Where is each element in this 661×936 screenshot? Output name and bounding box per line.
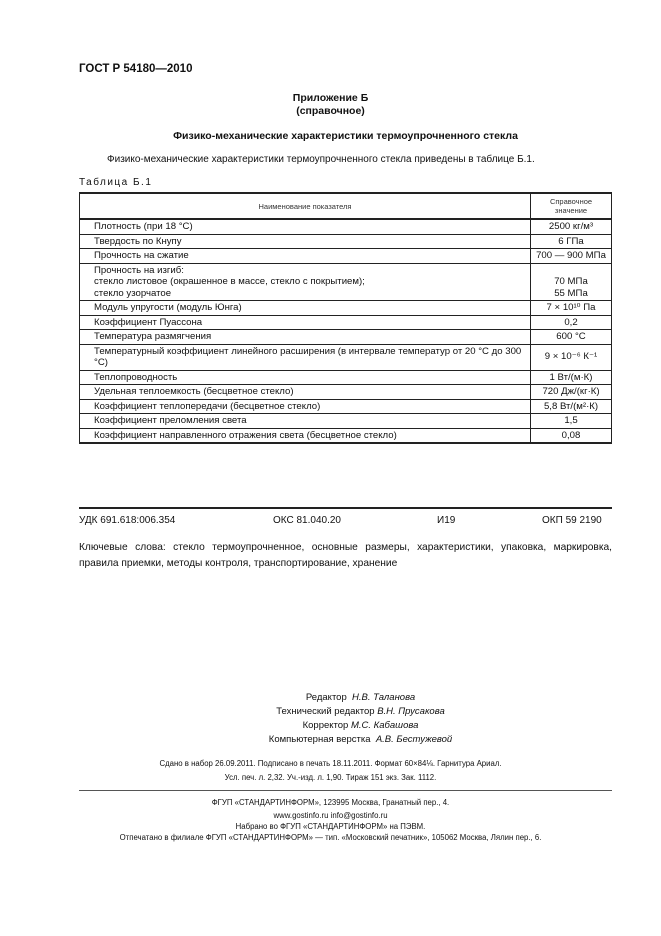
publisher-line-4: Отпечатано в филиале ФГУП «СТАНДАРТИНФОРМ» — тип. «Московский печатник», 105062 Москва, Лялин пер., 6. [119,833,542,842]
row-name-line: Теплопроводность [94,371,178,383]
keywords: Ключевые слова: стекло термоупрочненное, основные размеры, характеристики, упаковка, маркировка, правила приемки, методы контроля, транспортирование, хранение [79,542,612,569]
row-name [80,385,531,400]
row-value [531,344,612,370]
table-row [80,330,612,345]
row-name-line: стекло листовое (окрашенное в массе, стекло с покрытием); [94,276,365,287]
row-name-line: Прочность на изгиб: [94,264,184,276]
properties-table [79,192,612,444]
row-name [80,399,531,414]
row-value [531,263,612,301]
column-header-name: Наименование показателя [80,193,531,219]
table-row [80,399,612,414]
imprint-line-2: Усл. печ. л. 2,32. Уч.-изд. л. 1,90. Тираж 151 экз. Зак. 1112. [224,773,437,782]
row-name-line: стекло узорчатое [94,287,172,299]
row-name-line: Плотность (при 18 °С) [94,221,193,232]
row-value-line: 0,2 [564,316,578,328]
row-name-line: Температура размягчения [94,331,212,342]
row-value-line: 0,08 [561,429,581,441]
row-value-line: 600 °С [556,331,586,342]
row-value-line: 70 МПа [554,276,588,287]
row-name [80,263,531,301]
row-name-line: Коэффициент преломления света [94,415,247,426]
column-header-value: Справочное значение [531,193,612,219]
row-value [531,315,612,330]
row-name [80,234,531,249]
imprint-line-1: Сдано в набор 26.09.2011. Подписано в печать 18.11.2011. Формат 60×84⅛. Гарнитура Ариал. [159,759,502,768]
table-row [80,385,612,400]
row-value [531,249,612,264]
class-code: И19 [437,515,456,526]
row-name [80,414,531,429]
divider-line [79,507,612,509]
row-name [80,315,531,330]
section-title: Физико-механические характеристики термоупрочненного стекла [173,130,518,142]
publisher-line-1: ФГУП «СТАНДАРТИНФОРМ», 123995 Москва, Гранатный пер., 4. [211,798,450,807]
publisher-line-2: www.gostinfo.ru info@gostinfo.ru [273,811,388,820]
row-name [80,330,531,345]
table-row [80,428,612,443]
table-row [80,219,612,234]
row-name [80,301,531,316]
row-name [80,344,531,370]
row-name-line: Коэффициент теплопередачи (бесцветное стекло) [94,400,321,412]
row-value [531,301,612,316]
credit-corrector: Корректор М.С. Кабашова [302,720,419,731]
row-value [531,399,612,414]
row-name-line: Коэффициент Пуассона [94,316,203,328]
row-name-line: Модуль упругости (модуль Юнга) [94,302,242,313]
row-value [531,385,612,400]
row-value-line: 5,8 Вт/(м²·К) [543,400,599,412]
appendix-subtitle: (справочное) [296,105,365,117]
credit-editor: Редактор Н.В. Таланова [305,692,416,703]
row-name-line: Прочность на сжатие [94,250,189,261]
table-caption: Таблица Б.1 [79,177,153,188]
credit-layout: Компьютерная верстка А.В. Бестужевой [268,734,453,745]
row-value [531,370,612,385]
table-row [80,234,612,249]
row-name [80,249,531,264]
intro-paragraph: Физико-механические характеристики термоупрочненного стекла приведены в таблице Б.1. [107,154,535,165]
row-value-line: 720 Дж/(кг·К) [542,386,600,397]
row-value-line: 2500 кг/м³ [548,221,594,232]
row-value-line: 1,5 [564,415,578,426]
okp-code: ОКП 59 2190 [542,515,602,526]
table-row [80,315,612,330]
row-value-line: 700 — 900 МПа [536,250,606,261]
row-value-line: 7 × 10¹⁰ Па [546,302,596,313]
table-row [80,301,612,316]
row-value-line: 55 МПа [554,287,588,299]
credit-tech-editor: Технический редактор В.Н. Прусакова [276,706,445,717]
standard-number: ГОСТ Р 54180—2010 [79,63,193,75]
row-value [531,414,612,429]
table-row [80,344,612,370]
row-value-line: 9 × 10⁻⁶ К⁻¹ [544,351,598,363]
appendix-title: Приложение Б [292,92,369,104]
table-row [80,370,612,385]
imprint-divider [79,790,612,791]
publisher-line-3: Набрано во ФГУП «СТАНДАРТИНФОРМ» на ПЭВМ. [235,822,426,831]
udc-code: УДК 691.618:006.354 [79,515,176,526]
row-value [531,428,612,443]
row-name [80,219,531,234]
row-name-line: Удельная теплоемкость (бесцветное стекло) [94,386,294,397]
oks-code: ОКС 81.040.20 [273,515,341,526]
row-name [80,428,531,443]
row-name-line: Температурный коэффициент линейного расширения (в интервале температур от 20 °С до 300 °С) [94,345,522,368]
row-value-line: 1 Вт/(м·К) [549,371,593,383]
row-name-line: Твердость по Кнупу [94,235,182,247]
table-row [80,249,612,264]
table-row [80,414,612,429]
row-name-line: Коэффициент направленного отражения света (бесцветное стекло) [94,429,397,441]
table-row [80,263,612,301]
row-value [531,219,612,234]
row-value-line: 6 ГПа [558,235,584,247]
row-value [531,330,612,345]
row-value [531,234,612,249]
table-header-row [80,193,612,219]
row-name [80,370,531,385]
